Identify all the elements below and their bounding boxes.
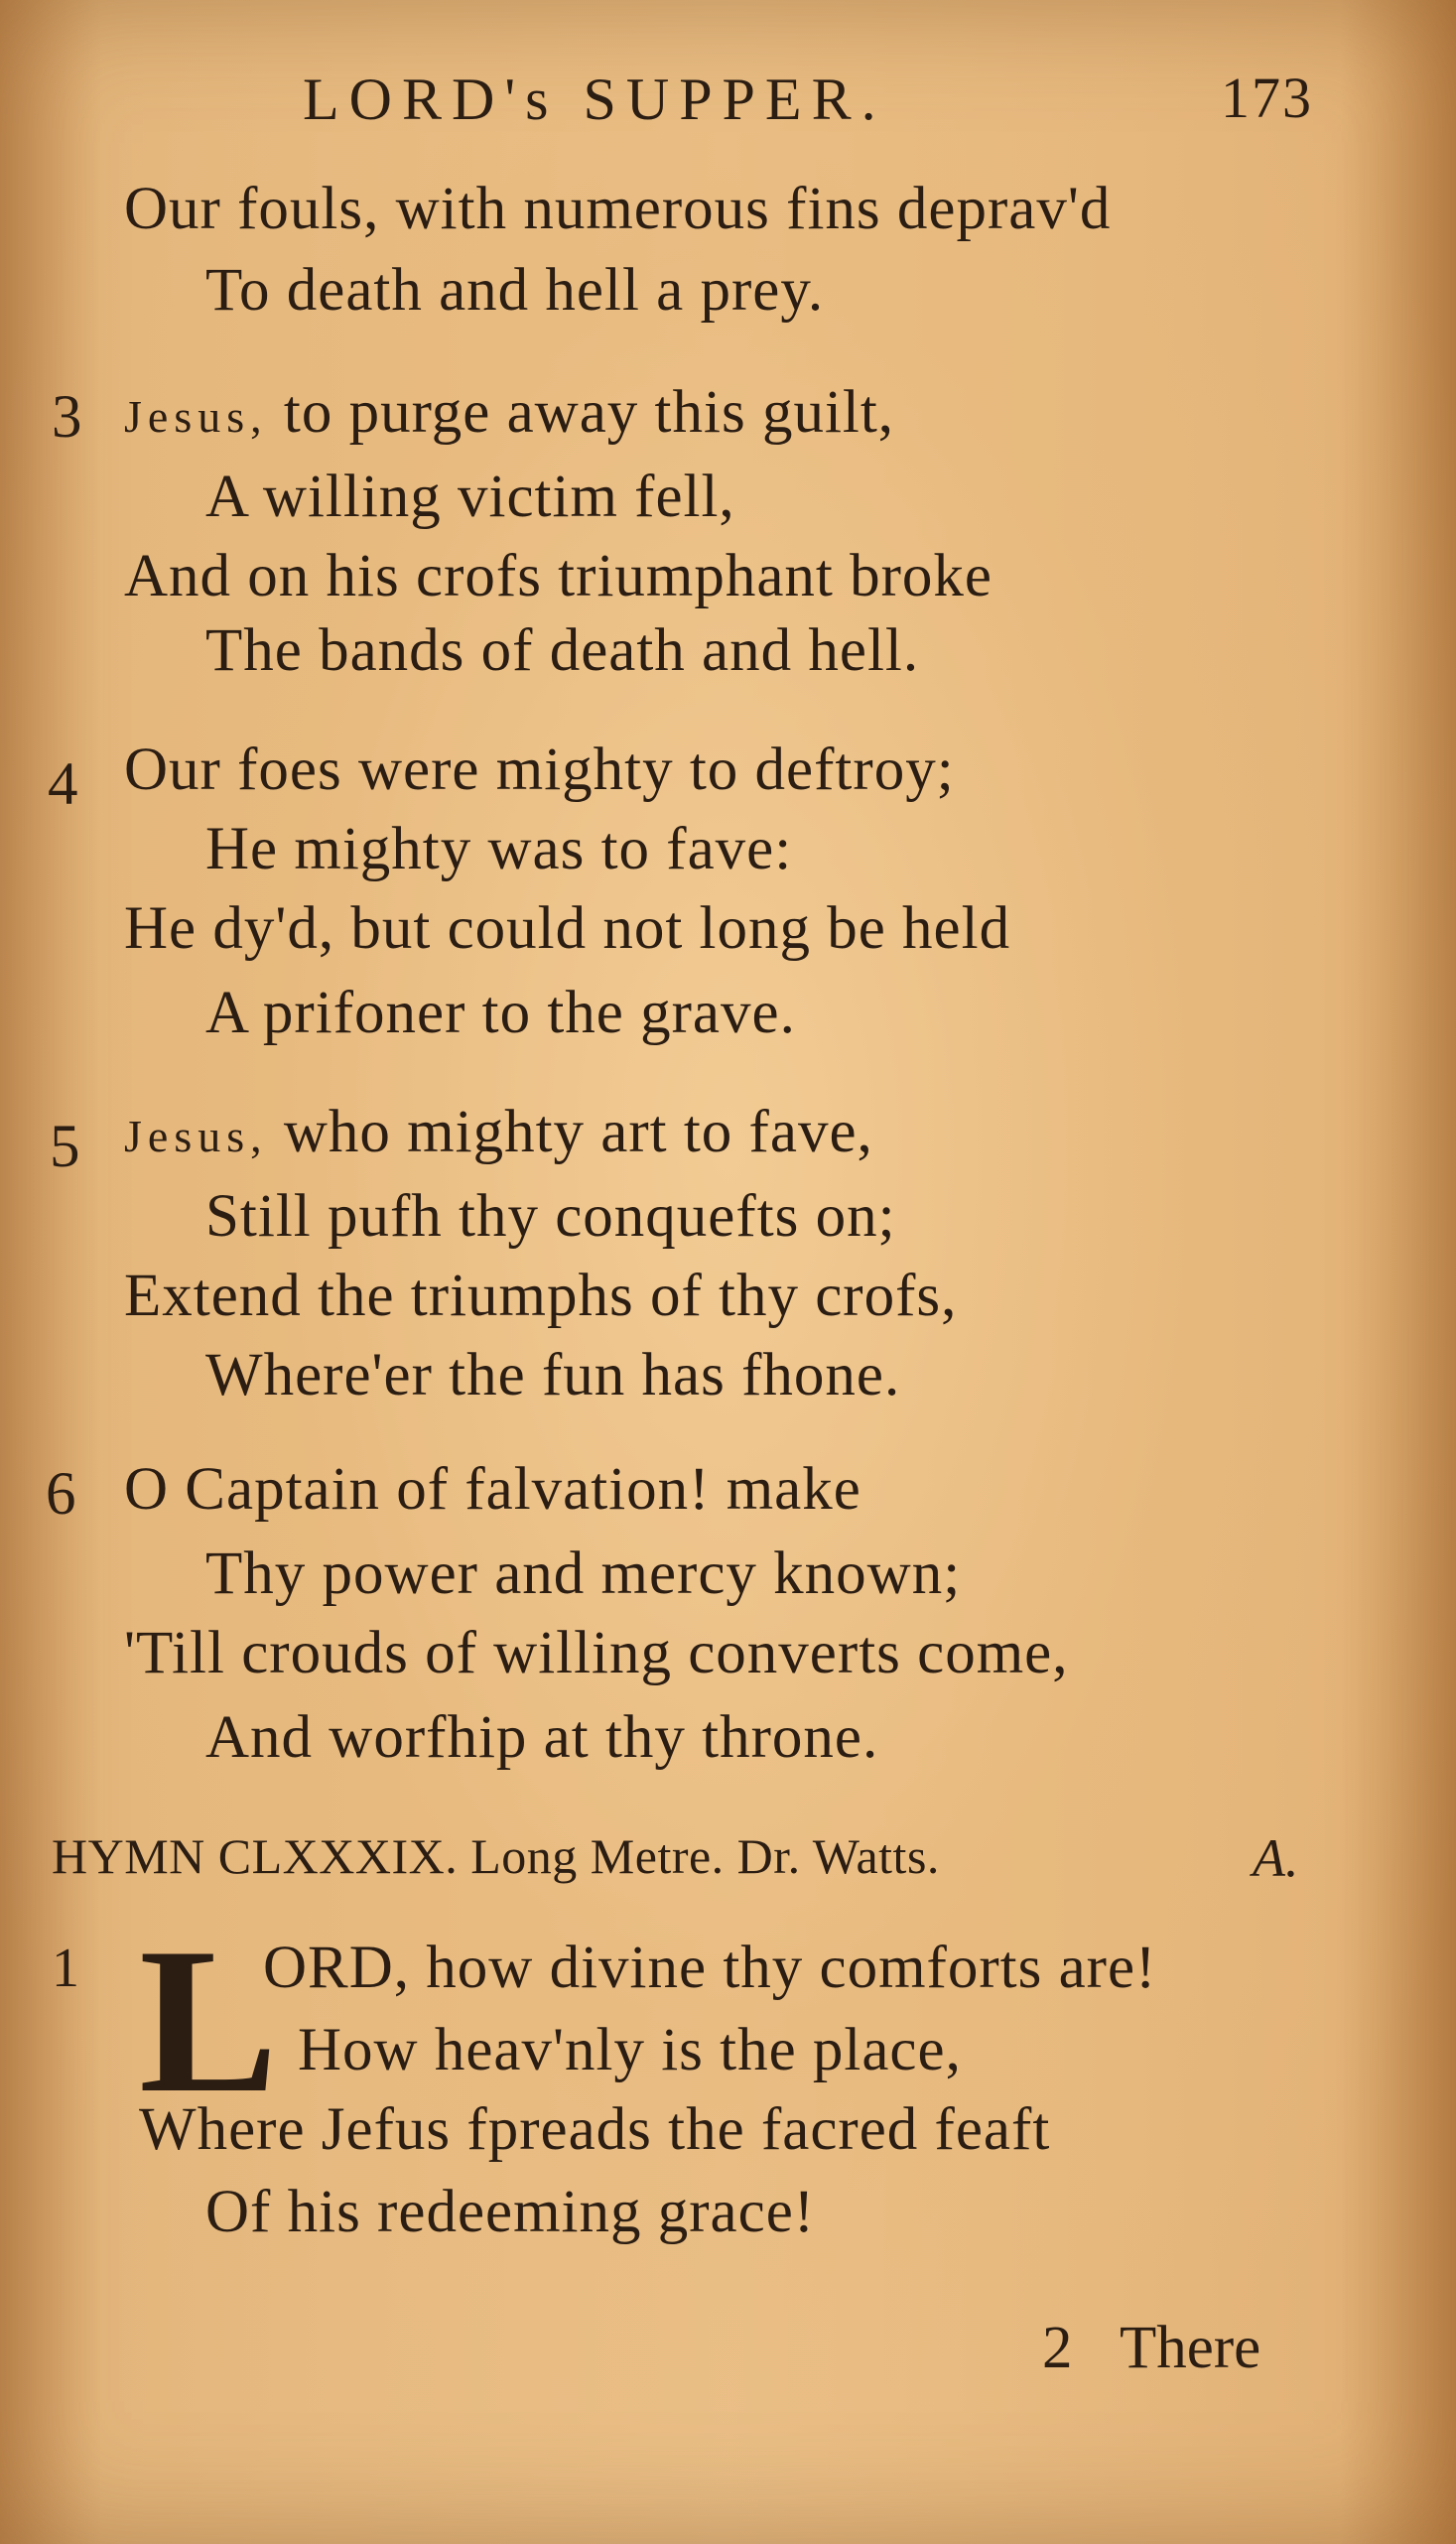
verse-line: Where Jefus fpreads the facred feaft [139,2096,1051,2163]
small-caps-word: Jesus, [124,1111,268,1161]
verse-line [124,1099,873,1165]
hymn-mark: A. [1253,1828,1299,1888]
verse-line-text: who mighty art to fave, [267,1099,873,1165]
verse-line: Of his redeeming grace! [205,2179,816,2245]
verse-line: Our foes were mighty to deftroy; [124,736,955,803]
stanza-number: 1 [52,1938,79,1999]
verse-line-text: to purge away this guilt, [267,379,895,446]
running-title: LORD's SUPPER. [303,67,886,132]
catchword-number: 2 [1042,2315,1073,2381]
verse-line: The bands of death and hell. [205,617,920,684]
verse-line: Extend the triumphs of thy crofs, [124,1263,958,1329]
hymn-heading: HYMN CLXXXIX. Long Metre. Dr. Watts. [52,1828,940,1884]
verse-line: How heav'nly is the place, [298,2017,962,2083]
stanza-number: 6 [46,1461,76,1528]
verse-line: And on his crofs triumphant broke [124,543,993,609]
verse-line: 'Till crouds of willing converts come, [124,1620,1069,1686]
small-caps-word: Jesus, [124,391,268,442]
page-number: 173 [1221,66,1313,130]
verse-line: ORD, how divine thy comforts are! [263,1935,1157,2001]
stanza-number: 3 [52,384,82,451]
verse-line: Still pufh thy conquefts on; [205,1183,896,1250]
verse-line: Where'er the fun has fhone. [205,1342,901,1408]
stanza-number: 5 [50,1114,80,1180]
verse-line: He mighty was to fave: [205,816,793,882]
verse-line: A willing victim fell, [205,464,735,530]
verse-line: Our fouls, with numerous fins deprav'd [124,176,1112,242]
catchword: There [1120,2315,1261,2381]
verse-line: Thy power and mercy known; [205,1540,962,1607]
stanza-number: 4 [48,751,78,818]
verse-line [124,379,895,446]
verse-line: O Captain of falvation! make [124,1456,861,1523]
verse-line: A prifoner to the grave. [205,980,796,1046]
verse-line: He dy'd, but could not long be held [124,895,1011,962]
verse-line: To death and hell a prey. [205,257,825,324]
verse-line: And worfhip at thy throne. [205,1704,879,1771]
drop-cap: L [139,1906,279,2136]
